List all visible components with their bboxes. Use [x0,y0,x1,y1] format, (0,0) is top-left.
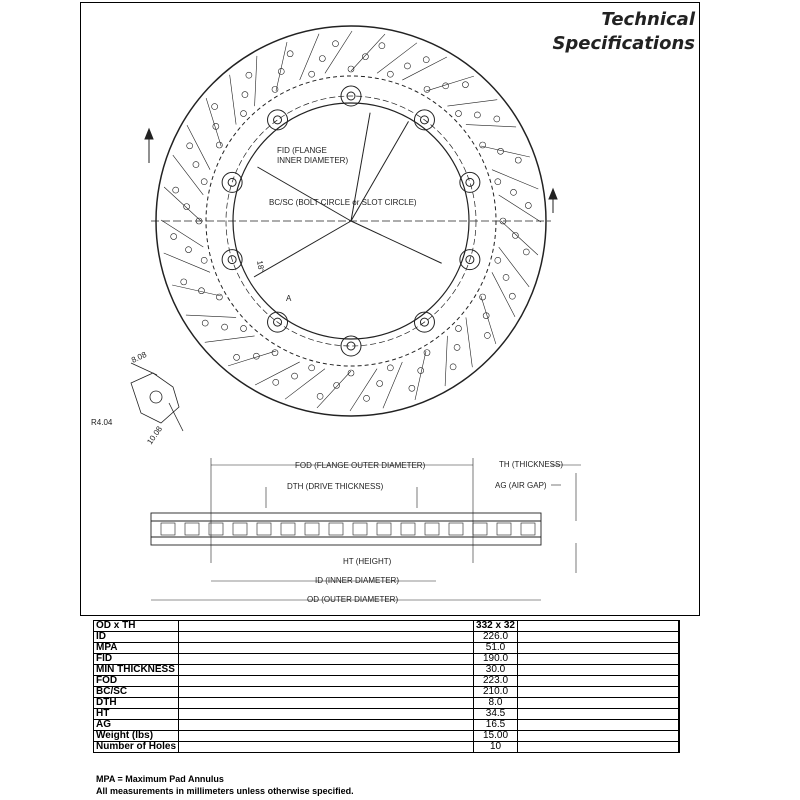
drill-hole [201,179,207,185]
rotor-drawing [81,3,699,615]
spec-row: Number of Holes 10 [94,742,680,753]
bolt-boss [268,110,288,130]
drill-hole [186,247,192,253]
spec-row: AG 16.5 [94,720,680,731]
drill-hole [525,202,531,208]
drill-hole [387,71,393,77]
drill-hole [201,257,207,263]
drill-hole [510,189,516,195]
vane-line [481,296,496,344]
spec-row: HT 34.5 [94,709,680,720]
label-od: OD (OUTER DIAMETER) [307,595,399,604]
slot-detail [131,363,183,431]
bolt-hole [228,178,236,186]
section-vane [233,523,247,535]
section-vane [185,523,199,535]
drill-hole [462,82,468,88]
drill-hole [198,288,204,294]
technical-drawing [80,2,700,616]
drill-hole [241,111,247,117]
section-vane [281,523,295,535]
bolt-hole [466,178,474,186]
label-fid-2: INNER DIAMETER) [277,156,349,165]
label-detail-h: 10.08 [145,424,165,447]
vane-line [350,369,377,411]
drill-hole [364,395,370,401]
label-ht: HT (HEIGHT) [343,557,392,566]
label-angle: 18° [255,259,266,274]
drill-hole [334,382,340,388]
label-id: ID (INNER DIAMETER) [315,576,399,585]
label-bc: BC/SC (BOLT CIRCLE or SLOT CIRCLE) [269,198,417,207]
section-vanes [161,523,535,535]
vane-line [501,221,538,255]
vane-line [377,43,417,73]
spec-row: FOD 223.0 [94,676,680,687]
drill-hole [377,380,383,386]
label-ag: AG (AIR GAP) [495,481,547,490]
title-line-1: Technical [601,9,695,30]
drill-hole [424,350,430,356]
spec-header-row [94,621,680,632]
drill-hole [523,249,529,255]
vane-line [317,371,351,408]
drill-hole [187,143,193,149]
rotor-front-view [145,26,557,416]
drill-hole [418,368,424,374]
drill-hole [171,234,177,240]
drill-hole [387,365,393,371]
section-vane [377,523,391,535]
section-vane [449,523,463,535]
dimension-line [351,221,442,263]
section-vane [305,523,319,535]
drill-hole [272,86,278,92]
drill-hole [241,325,247,331]
drill-hole [379,43,385,49]
drill-hole [474,112,480,118]
drill-hole [193,162,199,168]
vane-line [276,42,287,91]
vane-line [499,195,541,222]
drill-hole [273,379,279,385]
label-dth: DTH (DRIVE THICKNESS) [287,482,384,491]
label-fid: FID (FLANGE [277,146,327,155]
drill-hole [409,385,415,391]
vane-line [466,317,472,367]
drill-hole [480,142,486,148]
spec-row: Weight (lbs) 15.00 [94,731,680,742]
fid-spokes [254,113,442,277]
vane-line [186,315,236,317]
section-vane [425,523,439,535]
title-line-2: Specifications [552,33,695,54]
vane-line [228,351,276,366]
drill-hole [184,204,190,210]
vane-line [415,351,426,400]
section-arrow-left [145,129,153,139]
drill-hole [509,293,515,299]
drill-hole [423,57,429,63]
drill-hole [454,344,460,350]
drill-hole [181,279,187,285]
drill-hole [450,364,456,370]
vane-line [255,56,257,106]
section-vane [521,523,535,535]
drill-hole [455,111,461,117]
drill-hole [222,324,228,330]
drill-hole [278,68,284,74]
drill-hole [272,350,278,356]
spec-row: BC/SC 210.0 [94,687,680,698]
vane-line [383,362,402,408]
vane-line [351,34,385,71]
spec-row: MIN THICKNESS 30.0 [94,665,680,676]
note-mpa: MPA = Maximum Pad Annulus [96,774,224,784]
vane-line [492,170,538,189]
spec-header-name: OD x TH [94,621,179,632]
drill-hole [246,72,252,78]
spec-row: FID 190.0 [94,654,680,665]
dimension-line [257,167,351,221]
drill-hole [234,354,240,360]
section-vane [257,523,271,535]
vane-line [164,253,210,272]
drill-hole [484,332,490,338]
vane-line [205,336,255,342]
dimension-line [254,221,351,277]
section-vane [401,523,415,535]
vane-line [285,369,325,399]
vane-line [426,76,474,91]
section-arrow-right [549,189,557,199]
drill-hole [455,325,461,331]
label-fod: FOD (FLANGE OUTER DIAMETER) [295,461,426,470]
spec-header-value: 332 x 32 [474,621,518,632]
section-vane [473,523,487,535]
drill-hole [287,51,293,57]
vane-line [206,98,221,146]
drill-hole [212,104,218,110]
drill-hole [480,294,486,300]
spec-row: ID 226.0 [94,632,680,643]
drill-hole [424,86,430,92]
note-units: All measurements in millimeters unless otherwise specified. [96,786,354,796]
drill-hole [202,320,208,326]
vane-line [445,336,447,386]
drill-hole [515,157,521,163]
vane-line [447,100,497,106]
vane-line [499,247,529,287]
vane-line [300,34,319,80]
drill-hole [216,294,222,300]
drill-hole [292,373,298,379]
bolt-hole [274,116,282,124]
section-vane [329,523,343,535]
label-th: TH (THICKNESS) [499,460,563,469]
drill-hole [503,274,509,280]
label-a: A [286,294,292,303]
vane-line [161,220,203,247]
vane-line [173,155,203,195]
drill-hole [495,179,501,185]
drill-hole [495,257,501,263]
drill-hole [242,92,248,98]
drill-hole [309,365,315,371]
label-detail-w: 8.08 [130,350,148,365]
drill-hole [494,116,500,122]
section-vane [161,523,175,535]
drill-hole [512,232,518,238]
spec-table [93,620,687,762]
drill-hole [317,393,323,399]
vane-line [164,187,201,221]
drill-hole [173,187,179,193]
drill-hole [309,71,315,77]
section-vane [353,523,367,535]
vane-line [325,31,352,73]
drill-hole [332,41,338,47]
drill-hole [404,63,410,69]
vane-line [172,285,221,296]
vane-line [466,125,516,127]
drill-hole [319,56,325,62]
spec-row: DTH 8.0 [94,698,680,709]
label-detail-r: R4.04 [91,418,113,427]
drill-hole [216,142,222,148]
section-vane [497,523,511,535]
vane-line [230,75,236,125]
vane-line [481,146,530,157]
drill-hole [498,148,504,154]
spec-row: MPA 51.0 [94,643,680,654]
spec-table-grid [93,620,680,753]
drill-hole [362,54,368,60]
